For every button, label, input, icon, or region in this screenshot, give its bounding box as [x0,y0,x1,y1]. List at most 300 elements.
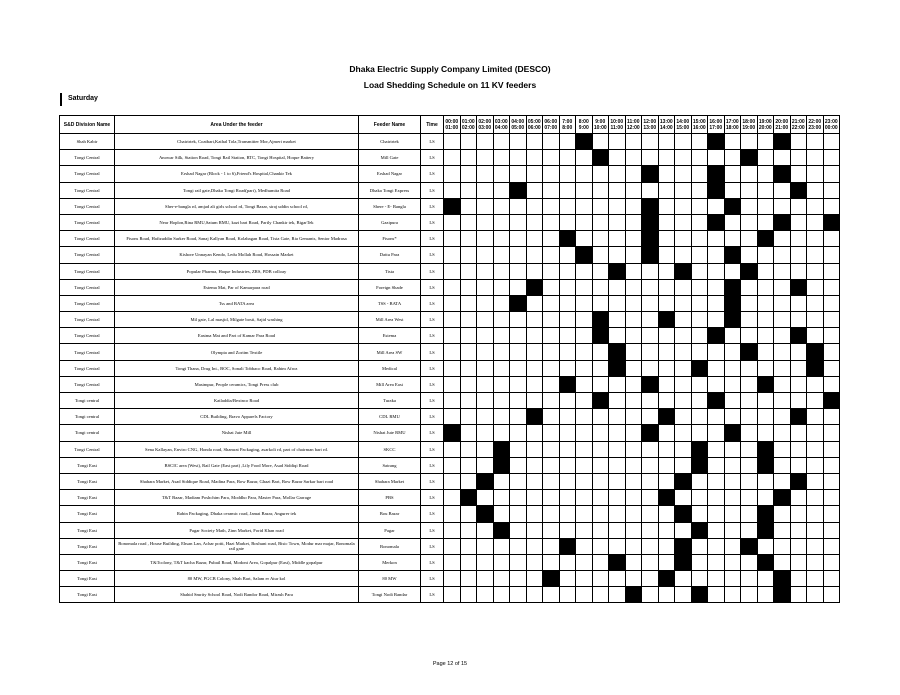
shed-slot-filled [724,247,741,263]
shed-slot-empty [741,312,758,328]
shed-slot-empty [477,295,494,311]
area-cell: CDL Building, Bravo Apparels Factory [115,409,359,425]
shed-slot-empty [526,538,543,554]
shed-slot-empty [708,198,725,214]
shed-slot-empty [774,295,791,311]
shed-slot-empty [493,409,510,425]
shed-slot-filled [675,538,692,554]
shed-slot-empty [675,393,692,409]
shed-slot-empty [609,425,626,441]
shed-slot-empty [708,457,725,473]
shed-slot-empty [625,457,642,473]
table-row [60,279,840,295]
shed-slot-empty [625,360,642,376]
shed-slot-empty [543,376,560,392]
area-cell: T&Tcolony, T&T kacha Bazar, Pubail Road, Modoni Area, Gopalpur (East), Middle gopalpur [115,554,359,570]
shed-slot-filled [691,522,708,538]
shed-slot-empty [609,490,626,506]
shed-slot-empty [807,263,824,279]
shed-slot-empty [724,538,741,554]
division-cell: Shah Kabir [60,134,115,150]
shed-slot-empty [790,247,807,263]
shed-slot-empty [642,393,659,409]
shed-slot-empty [559,166,576,182]
shed-slot-filled [658,312,675,328]
shed-slot-empty [609,231,626,247]
shed-slot-empty [741,393,758,409]
shed-slot-empty [444,214,461,230]
shed-slot-empty [757,571,774,587]
shed-slot-filled [675,263,692,279]
time-cell: LS [421,328,444,344]
shed-slot-empty [477,263,494,279]
shed-slot-empty [790,522,807,538]
shed-slot-filled [724,425,741,441]
feeder-cell: Dhaka Tongi Express [359,182,421,198]
shed-slot-empty [741,522,758,538]
shed-slot-empty [823,231,840,247]
shed-slot-empty [510,441,527,457]
shed-slot-empty [708,425,725,441]
shed-slot-empty [609,506,626,522]
header-area: Area Under the feeder [115,116,359,134]
shed-slot-empty [543,150,560,166]
shed-slot-empty [444,263,461,279]
shed-slot-filled [724,279,741,295]
shed-slot-empty [790,506,807,522]
header-slot [477,116,494,134]
shed-slot-empty [625,328,642,344]
division-cell: Tongi Central [60,166,115,182]
shed-slot-empty [807,490,824,506]
shed-slot-empty [691,134,708,150]
header-slot [807,116,824,134]
shed-slot-empty [576,182,593,198]
shed-slot-empty [444,441,461,457]
area-cell: Pagar Society Math, Zinn Market, Forid Khan road [115,522,359,538]
shed-slot-empty [708,587,725,603]
slot-to: 17:00 [709,124,723,131]
shed-slot-empty [823,360,840,376]
table-row [60,231,840,247]
shed-slot-empty [477,166,494,182]
shed-slot-empty [807,441,824,457]
shed-slot-empty [543,393,560,409]
shed-slot-empty [477,312,494,328]
shed-slot-empty [543,538,560,554]
header-slot [774,116,791,134]
table-row [60,134,840,150]
shed-slot-empty [625,522,642,538]
shed-slot-empty [444,393,461,409]
area-cell: Masimpur, People ceramics, Tongi Press club [115,376,359,392]
shed-slot-empty [477,457,494,473]
shed-slot-empty [592,506,609,522]
shed-slot-empty [444,166,461,182]
shed-slot-empty [592,214,609,230]
table-row [60,247,840,263]
shed-slot-empty [526,295,543,311]
shed-slot-empty [559,409,576,425]
shed-slot-filled [609,344,626,360]
shed-slot-empty [757,295,774,311]
shed-slot-empty [675,587,692,603]
shed-slot-empty [757,279,774,295]
shed-slot-empty [675,376,692,392]
shed-slot-empty [543,134,560,150]
shed-slot-empty [576,231,593,247]
shed-slot-empty [526,247,543,263]
shed-slot-empty [823,295,840,311]
shed-slot-empty [444,231,461,247]
shed-slot-filled [708,182,725,198]
shed-slot-empty [724,134,741,150]
shed-slot-filled [741,263,758,279]
slot-to: 02:00 [461,124,475,131]
time-cell: LS [421,263,444,279]
shed-slot-empty [708,490,725,506]
table-row [60,328,840,344]
shed-slot-empty [477,409,494,425]
shed-slot-empty [460,457,477,473]
shed-slot-empty [658,473,675,489]
shed-slot-empty [807,279,824,295]
shed-slot-empty [493,134,510,150]
shed-slot-filled [642,247,659,263]
shed-slot-empty [807,522,824,538]
shed-slot-empty [642,473,659,489]
shed-slot-empty [444,473,461,489]
shed-slot-filled [790,473,807,489]
shed-slot-empty [741,490,758,506]
shed-slot-empty [510,166,527,182]
shed-slot-empty [460,231,477,247]
shed-slot-empty [807,328,824,344]
shed-slot-empty [642,134,659,150]
table-row [60,150,840,166]
shed-slot-empty [625,166,642,182]
feeder-cell: CDL RMU [359,409,421,425]
header-slot [493,116,510,134]
shed-slot-empty [592,247,609,263]
shed-slot-empty [559,587,576,603]
shed-slot-empty [741,473,758,489]
shed-slot-empty [724,409,741,425]
shed-slot-empty [741,295,758,311]
shed-slot-empty [493,247,510,263]
shed-slot-empty [543,490,560,506]
shed-slot-empty [757,587,774,603]
area-cell: Tongi rail gate,Dhaka Tongi Road(part), Medhumita Road [115,182,359,198]
shed-slot-empty [510,490,527,506]
shed-slot-empty [757,166,774,182]
table-row [60,393,840,409]
header-time: Time [421,116,444,134]
shed-slot-filled [510,182,527,198]
shed-slot-empty [823,538,840,554]
shed-slot-empty [609,198,626,214]
header-slot [823,116,840,134]
shed-slot-empty [460,393,477,409]
shed-slot-empty [823,441,840,457]
shed-slot-empty [642,150,659,166]
division-cell: Tongi central [60,409,115,425]
slot-from: 05:00 [527,118,541,125]
shed-slot-empty [625,150,642,166]
shed-slot-empty [642,506,659,522]
shed-slot-empty [477,182,494,198]
shed-slot-empty [460,409,477,425]
shed-slot-filled [774,587,791,603]
shed-slot-empty [823,425,840,441]
shed-slot-filled [790,328,807,344]
shed-slot-empty [609,571,626,587]
shed-slot-empty [658,295,675,311]
table-row [60,441,840,457]
shed-slot-filled [592,150,609,166]
shed-slot-filled [576,247,593,263]
feeder-cell: Bou Bazar [359,506,421,522]
shed-slot-empty [658,587,675,603]
shed-slot-empty [642,490,659,506]
feeder-cell: Merkon [359,554,421,570]
shed-slot-empty [543,247,560,263]
shed-slot-empty [774,441,791,457]
shed-slot-empty [526,457,543,473]
shed-slot-empty [658,538,675,554]
shed-slot-empty [658,166,675,182]
shed-slot-empty [510,344,527,360]
shed-slot-empty [609,441,626,457]
shed-slot-empty [625,425,642,441]
shed-slot-empty [790,198,807,214]
header-slot [460,116,477,134]
shed-slot-filled [708,166,725,182]
shed-slot-empty [444,134,461,150]
area-cell: Shahid Smrity School Road, Nodi Bandor Road, Mirash Para [115,587,359,603]
shed-slot-empty [757,263,774,279]
shed-slot-empty [625,198,642,214]
shed-slot-empty [493,182,510,198]
shed-slot-empty [576,150,593,166]
shed-slot-empty [642,312,659,328]
shed-slot-empty [592,198,609,214]
shed-slot-empty [675,328,692,344]
shed-slot-empty [609,150,626,166]
slot-from: 03:00 [494,118,508,125]
shed-slot-empty [823,473,840,489]
shed-slot-empty [592,587,609,603]
division-cell: Tongi Central [60,344,115,360]
shed-slot-empty [510,473,527,489]
shed-slot-empty [625,376,642,392]
shed-slot-empty [691,490,708,506]
shed-slot-empty [460,554,477,570]
shed-slot-empty [625,393,642,409]
slot-from: 14:00 [676,118,690,125]
shed-slot-empty [526,134,543,150]
shed-slot-empty [460,344,477,360]
shed-slot-empty [444,150,461,166]
shed-slot-empty [526,182,543,198]
shed-slot-empty [510,328,527,344]
feeder-cell: Medical [359,360,421,376]
shed-slot-filled [493,457,510,473]
slot-to: 19:00 [742,124,756,131]
shed-slot-empty [460,214,477,230]
area-cell: T&T Bazar, Madiam Poshchim Para, Moddho Para, Master Para, Mollar Garrage [115,490,359,506]
slot-to: 03:00 [478,124,492,131]
shed-slot-empty [592,425,609,441]
division-cell: Tongi Central [60,150,115,166]
division-cell: Tongi East [60,490,115,506]
shed-slot-empty [691,328,708,344]
time-cell: LS [421,198,444,214]
shed-slot-empty [823,247,840,263]
division-cell: Tongi Central [60,198,115,214]
area-cell: Eastma Mat and Part of Kamar Para Road [115,328,359,344]
shed-slot-empty [741,425,758,441]
shed-slot-empty [790,554,807,570]
shed-slot-empty [543,554,560,570]
shed-slot-empty [444,247,461,263]
shed-slot-empty [460,571,477,587]
shed-slot-empty [642,360,659,376]
shed-slot-filled [724,198,741,214]
shed-slot-empty [493,279,510,295]
shed-slot-empty [774,538,791,554]
shed-slot-filled [757,376,774,392]
feeder-cell: Gazipura [359,214,421,230]
feeder-cell: Mill Gate [359,150,421,166]
shed-slot-empty [790,441,807,457]
shed-slot-empty [658,182,675,198]
shed-slot-filled [526,279,543,295]
table-row [60,473,840,489]
shed-slot-empty [526,425,543,441]
slot-from: 02:00 [478,118,492,125]
shed-slot-empty [708,263,725,279]
shed-slot-empty [658,231,675,247]
slot-to: 8:00 [562,124,573,131]
header-slot [625,116,642,134]
table-row [60,522,840,538]
shed-slot-empty [724,506,741,522]
load-shedding-table [59,115,840,603]
shed-slot-empty [774,522,791,538]
shed-slot-empty [576,409,593,425]
shed-slot-filled [675,554,692,570]
shed-slot-empty [559,247,576,263]
time-cell: LS [421,587,444,603]
slot-from: 15:00 [692,118,706,125]
shed-slot-filled [444,425,461,441]
feeder-cell: Dattu Para [359,247,421,263]
shed-slot-empty [493,166,510,182]
shed-slot-empty [543,279,560,295]
shed-slot-empty [757,490,774,506]
table-row [60,457,840,473]
shed-slot-empty [691,231,708,247]
table-row [60,263,840,279]
feeder-cell: Ershad Nagar [359,166,421,182]
shed-slot-empty [658,150,675,166]
shed-slot-filled [526,409,543,425]
feeder-cell: PBS [359,490,421,506]
shed-slot-empty [444,506,461,522]
shed-slot-empty [543,473,560,489]
shed-slot-empty [741,279,758,295]
shed-slot-empty [625,441,642,457]
shed-slot-empty [807,506,824,522]
slot-to: 10:00 [593,124,607,131]
shed-slot-empty [757,425,774,441]
shed-slot-empty [691,376,708,392]
shed-slot-empty [477,344,494,360]
area-cell: Near Hoplon,Rina RMU,Satum RMU, kazi bari Road, Partly Chankir tek, BigarTek [115,214,359,230]
shed-slot-empty [510,522,527,538]
slot-from: 20:00 [775,118,789,125]
shed-slot-empty [477,538,494,554]
shed-slot-filled [757,441,774,457]
time-cell: LS [421,279,444,295]
shed-slot-empty [774,506,791,522]
shed-slot-empty [477,134,494,150]
shed-slot-empty [642,587,659,603]
shed-slot-empty [543,409,560,425]
header-slot [708,116,725,134]
shed-slot-empty [576,490,593,506]
time-cell: LS [421,473,444,489]
shed-slot-empty [526,150,543,166]
shed-slot-empty [510,554,527,570]
shed-slot-empty [741,409,758,425]
shed-slot-empty [807,150,824,166]
shed-slot-empty [559,312,576,328]
shed-slot-filled [724,312,741,328]
shed-slot-filled [823,214,840,230]
shed-slot-empty [724,328,741,344]
slot-from: 19:00 [758,118,772,125]
shed-slot-empty [658,263,675,279]
shed-slot-empty [642,263,659,279]
shed-slot-empty [510,134,527,150]
shed-slot-filled [642,214,659,230]
shed-slot-empty [807,587,824,603]
shed-slot-empty [675,134,692,150]
shed-slot-empty [510,457,527,473]
shed-slot-empty [757,328,774,344]
shed-slot-empty [493,198,510,214]
shed-slot-empty [658,247,675,263]
shed-slot-empty [559,360,576,376]
division-cell: Tongi Central [60,312,115,328]
time-cell: LS [421,441,444,457]
division-cell: Tongi East [60,554,115,570]
shed-slot-empty [675,198,692,214]
shed-slot-empty [823,166,840,182]
shed-slot-empty [576,263,593,279]
feeder-cell: Mill Area East [359,376,421,392]
shed-slot-empty [592,360,609,376]
shed-slot-filled [708,214,725,230]
shed-slot-empty [790,312,807,328]
header-slot [543,116,560,134]
shed-slot-empty [625,295,642,311]
shed-slot-empty [526,506,543,522]
header-slot [592,116,609,134]
header-slot [576,116,593,134]
